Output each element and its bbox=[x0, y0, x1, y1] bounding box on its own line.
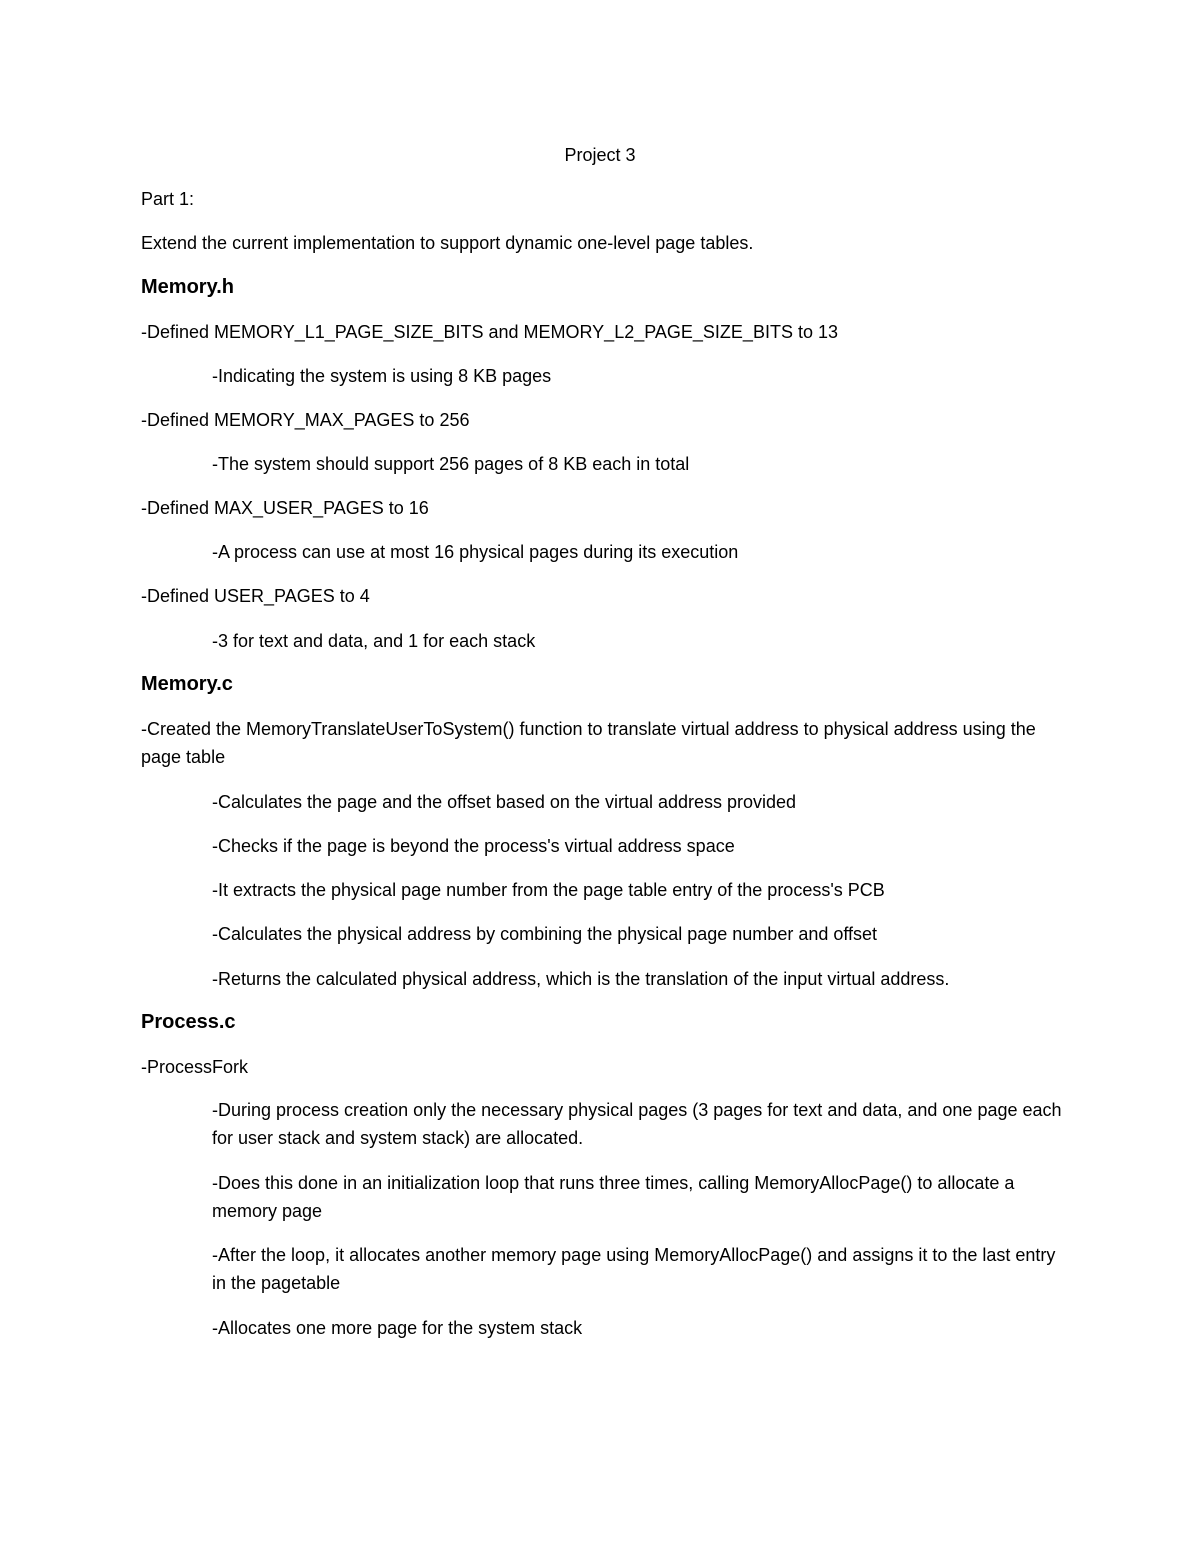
list-item: -Does this done in an initialization loop that runs three times, calling MemoryAllocPage() to allocate a memory page bbox=[212, 1173, 1015, 1221]
section-heading-process-c: Process.c bbox=[141, 1011, 236, 1033]
list-item: -After the loop, it allocates another memory page using MemoryAllocPage() and assigns it to the last entry in the pagetable bbox=[212, 1245, 1056, 1293]
list-item: -Calculates the physical address by combining the physical page number and offset bbox=[212, 924, 878, 944]
list-item: -Defined USER_PAGES to 4 bbox=[141, 586, 370, 606]
section-heading-memory-h: Memory.h bbox=[141, 276, 234, 298]
list-item: -Checks if the page is beyond the process's virtual address space bbox=[212, 836, 735, 856]
list-item: -Indicating the system is using 8 KB pages bbox=[212, 366, 552, 386]
list-item: -Calculates the page and the offset based on the virtual address provided bbox=[212, 792, 797, 812]
list-item: -Allocates one more page for the system stack bbox=[212, 1318, 583, 1338]
list-item: -Created the MemoryTranslateUserToSystem() function to translate virtual address to physical address using the page table bbox=[141, 719, 1036, 767]
list-item: -3 for text and data, and 1 for each stack bbox=[212, 631, 536, 651]
list-item: -The system should support 256 pages of 8 KB each in total bbox=[212, 454, 690, 474]
list-item: -Defined MEMORY_L1_PAGE_SIZE_BITS and MEMORY_L2_PAGE_SIZE_BITS to 13 bbox=[141, 322, 838, 342]
document-title: Project 3 bbox=[564, 145, 636, 165]
section-heading-memory-c: Memory.c bbox=[141, 673, 233, 695]
list-item: -Defined MAX_USER_PAGES to 16 bbox=[141, 498, 429, 518]
part-label: Part 1: bbox=[141, 189, 195, 209]
list-item: -Returns the calculated physical address, which is the translation of the input virtual address. bbox=[212, 969, 950, 989]
list-item: -During process creation only the necessary physical pages (3 pages for text and data, and one page each for user stack and system stack) are allocated. bbox=[212, 1100, 1062, 1148]
intro-paragraph: Extend the current implementation to support dynamic one-level page tables. bbox=[141, 233, 754, 253]
list-item: -It extracts the physical page number from the page table entry of the process's PCB bbox=[212, 880, 885, 900]
list-item: -ProcessFork bbox=[141, 1057, 249, 1077]
list-item: -Defined MEMORY_MAX_PAGES to 256 bbox=[141, 410, 470, 430]
list-item: -A process can use at most 16 physical pages during its execution bbox=[212, 542, 739, 562]
